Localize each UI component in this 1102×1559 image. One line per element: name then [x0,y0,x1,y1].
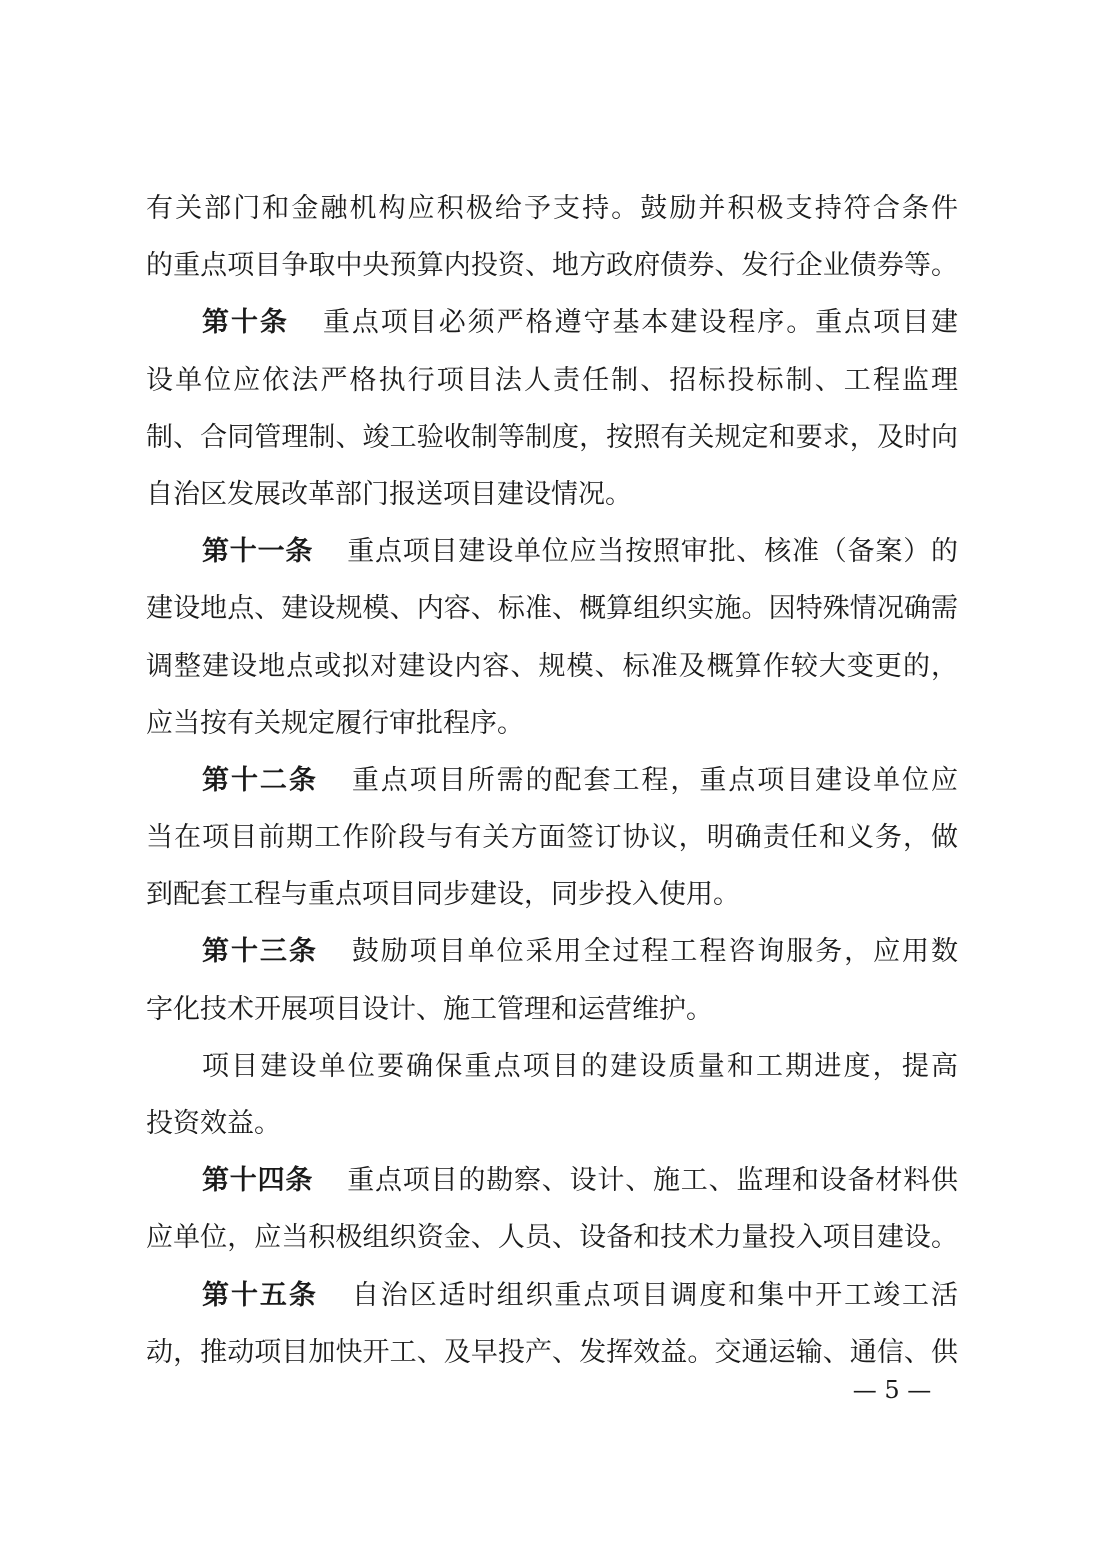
paragraph-first-line: 项目建设单位要确保重点项目的建设质量和工期进度，提高 [202,1050,958,1082]
article-heading-line: 第十五条 自治区适时组织重点项目调度和集中开工竣工活 [202,1279,958,1311]
text-line: 调整建设地点或拟对建设内容、规模、标准及概算作较大变更的， [146,650,958,682]
article-number: 第十一条 [202,536,314,568]
article-number: 第十四条 [202,1165,314,1197]
text-line: 建设地点、建设规模、内容、标准、概算组织实施。因特殊情况确需 [146,593,958,625]
document-body [146,180,958,1381]
text-line: 到配套工程与重点项目同步建设，同步投入使用。 [146,879,740,911]
text-line: 当在项目前期工作阶段与有关方面签订协议，明确责任和义务，做 [146,822,958,854]
article-number: 第十条 [202,307,289,339]
article-heading-line: 第十二条 重点项目所需的配套工程，重点项目建设单位应 [202,764,958,796]
text-line: 动，推动项目加快开工、及早投产、发挥效益。交通运输、通信、供 [146,1336,958,1368]
text-line: 有关部门和金融机构应积极给予支持。鼓励并积极支持符合条件 [146,193,958,224]
page-number: — 5 — [852,1376,932,1404]
text-line: 制、合同管理制、竣工验收制等制度，按照有关规定和要求，及时向 [146,421,958,453]
article-heading-line: 第十一条 重点项目建设单位应当按照审批、核准（备案）的 [202,536,958,568]
article-heading-line: 第十四条 重点项目的勘察、设计、施工、监理和设备材料供 [202,1165,958,1197]
text-line: 投资效益。 [146,1108,281,1139]
article-heading-line: 第十三条 鼓励项目单位采用全过程工程咨询服务，应用数 [202,936,958,968]
text-line: 应单位，应当积极组织资金、人员、设备和技术力量投入项目建设。 [146,1222,958,1254]
text-line: 的重点项目争取中央预算内投资、地方政府债券、发行企业债券等。 [146,250,958,282]
article-number: 第十三条 [202,936,318,968]
text-line: 自治区发展改革部门报送项目建设情况。 [146,478,632,510]
article-heading-line: 第十条 重点项目必须严格遵守基本建设程序。重点项目建 [202,307,958,339]
article-number: 第十五条 [202,1279,318,1311]
text-line: 字化技术开展项目设计、施工管理和运营维护。 [146,993,713,1025]
text-line: 设单位应依法严格执行项目法人责任制、招标投标制、工程监理 [146,364,958,396]
article-number: 第十二条 [202,764,318,796]
text-line: 应当按有关规定履行审批程序。 [146,707,524,739]
